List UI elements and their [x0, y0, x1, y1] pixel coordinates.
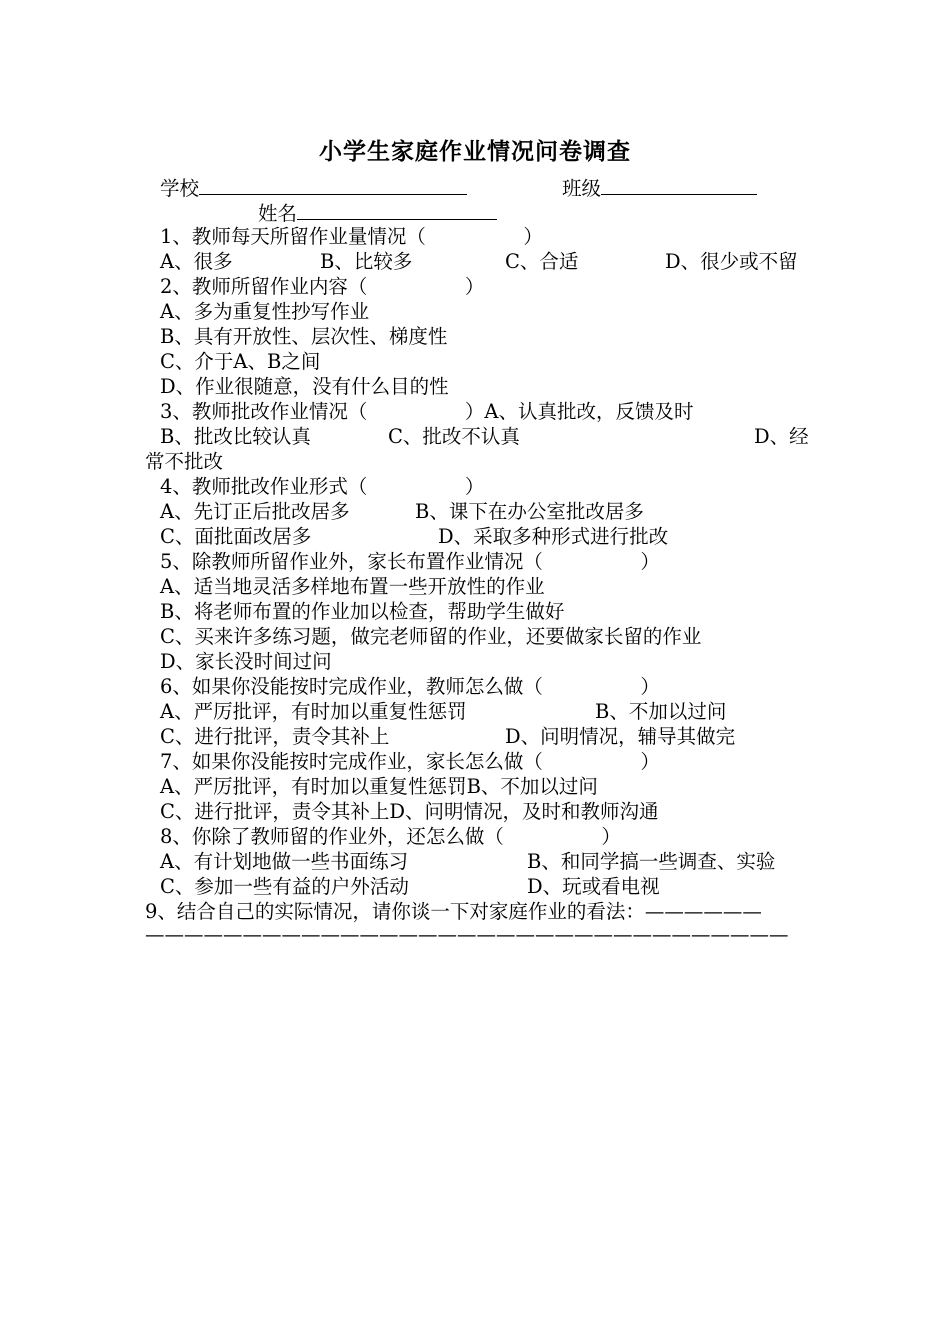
- school-field: [160, 174, 467, 201]
- name-field: [258, 199, 497, 226]
- question-9: 9、结合自己的实际情况，请你谈一下对家庭作业的看法：——————: [145, 900, 762, 923]
- option-7ab: A、严厉批评，有时加以重复性惩罚B、不加以过问: [160, 775, 598, 798]
- option-8d: D、玩或看电视: [527, 875, 660, 898]
- option-8c: C、参加一些有益的户外活动: [160, 875, 409, 898]
- option-1c: C、合适: [505, 250, 579, 273]
- option-6d: D、问明情况，辅导其做完: [505, 725, 736, 748]
- option-5a: A、适当地灵活多样地布置一些开放性的作业: [160, 575, 545, 598]
- option-4d: D、采取多种形式进行批改: [438, 525, 669, 548]
- class-field: [562, 174, 757, 201]
- option-4a: A、先订正后批改居多: [160, 500, 350, 523]
- option-3d-part1: D、经: [754, 425, 809, 448]
- question-3: 3、教师批改作业情况（ ）A、认真批改，反馈及时: [160, 400, 694, 423]
- option-5c: C、买来许多练习题，做完老师留的作业，还要做家长留的作业: [160, 625, 702, 648]
- name-label: 姓名: [258, 202, 298, 225]
- question-4: 4、教师批改作业形式（ ）: [160, 475, 485, 498]
- option-1a: A、很多: [160, 250, 233, 273]
- option-4c: C、面批面改居多: [160, 525, 312, 548]
- option-7cd: C、进行批评，责令其补上D、问明情况，及时和教师沟通: [160, 800, 659, 823]
- page-title: 小学生家庭作业情况问卷调查: [319, 138, 631, 165]
- option-4b: B、课下在办公室批改居多: [415, 500, 644, 523]
- class-blank[interactable]: [601, 174, 757, 195]
- option-6a: A、严厉批评，有时加以重复性惩罚: [160, 700, 467, 723]
- option-6c: C、进行批评，责令其补上: [160, 725, 390, 748]
- option-1d: D、很少或不留: [665, 250, 798, 273]
- option-2a: A、多为重复性抄写作业: [160, 300, 370, 323]
- question-7: 7、如果你没能按时完成作业，家长怎么做（ ）: [160, 750, 660, 773]
- option-8b: B、和同学搞一些调查、实验: [527, 850, 776, 873]
- class-label: 班级: [562, 177, 602, 200]
- option-3b: B、批改比较认真: [160, 425, 311, 448]
- option-2d: D、作业很随意，没有什么目的性: [160, 375, 449, 398]
- option-5b: B、将老师布置的作业加以检查，帮助学生做好: [160, 600, 565, 623]
- answer-line-9[interactable]: —————————————————————————————————: [145, 923, 789, 946]
- option-2b: B、具有开放性、层次性、梯度性: [160, 325, 448, 348]
- question-2: 2、教师所留作业内容（ ）: [160, 275, 485, 298]
- option-2c: C、介于A、B之间: [160, 350, 321, 373]
- option-3d-part2: 常不批改: [145, 450, 224, 473]
- option-8a: A、有计划地做一些书面练习: [160, 850, 409, 873]
- option-6b: B、不加以过问: [595, 700, 727, 723]
- question-8: 8、你除了教师留的作业外，还怎么做（ ）: [160, 825, 621, 848]
- option-5d: D、家长没时间过问: [160, 650, 332, 673]
- option-3c: C、批改不认真: [388, 425, 520, 448]
- school-label: 学校: [160, 177, 200, 200]
- school-blank[interactable]: [199, 174, 467, 195]
- option-1b: B、比较多: [320, 250, 413, 273]
- name-blank[interactable]: [297, 199, 497, 220]
- question-5: 5、除教师所留作业外，家长布置作业情况（ ）: [160, 550, 660, 573]
- question-1: 1、教师每天所留作业量情况（ ）: [160, 225, 543, 248]
- question-6: 6、如果你没能按时完成作业，教师怎么做（ ）: [160, 675, 660, 698]
